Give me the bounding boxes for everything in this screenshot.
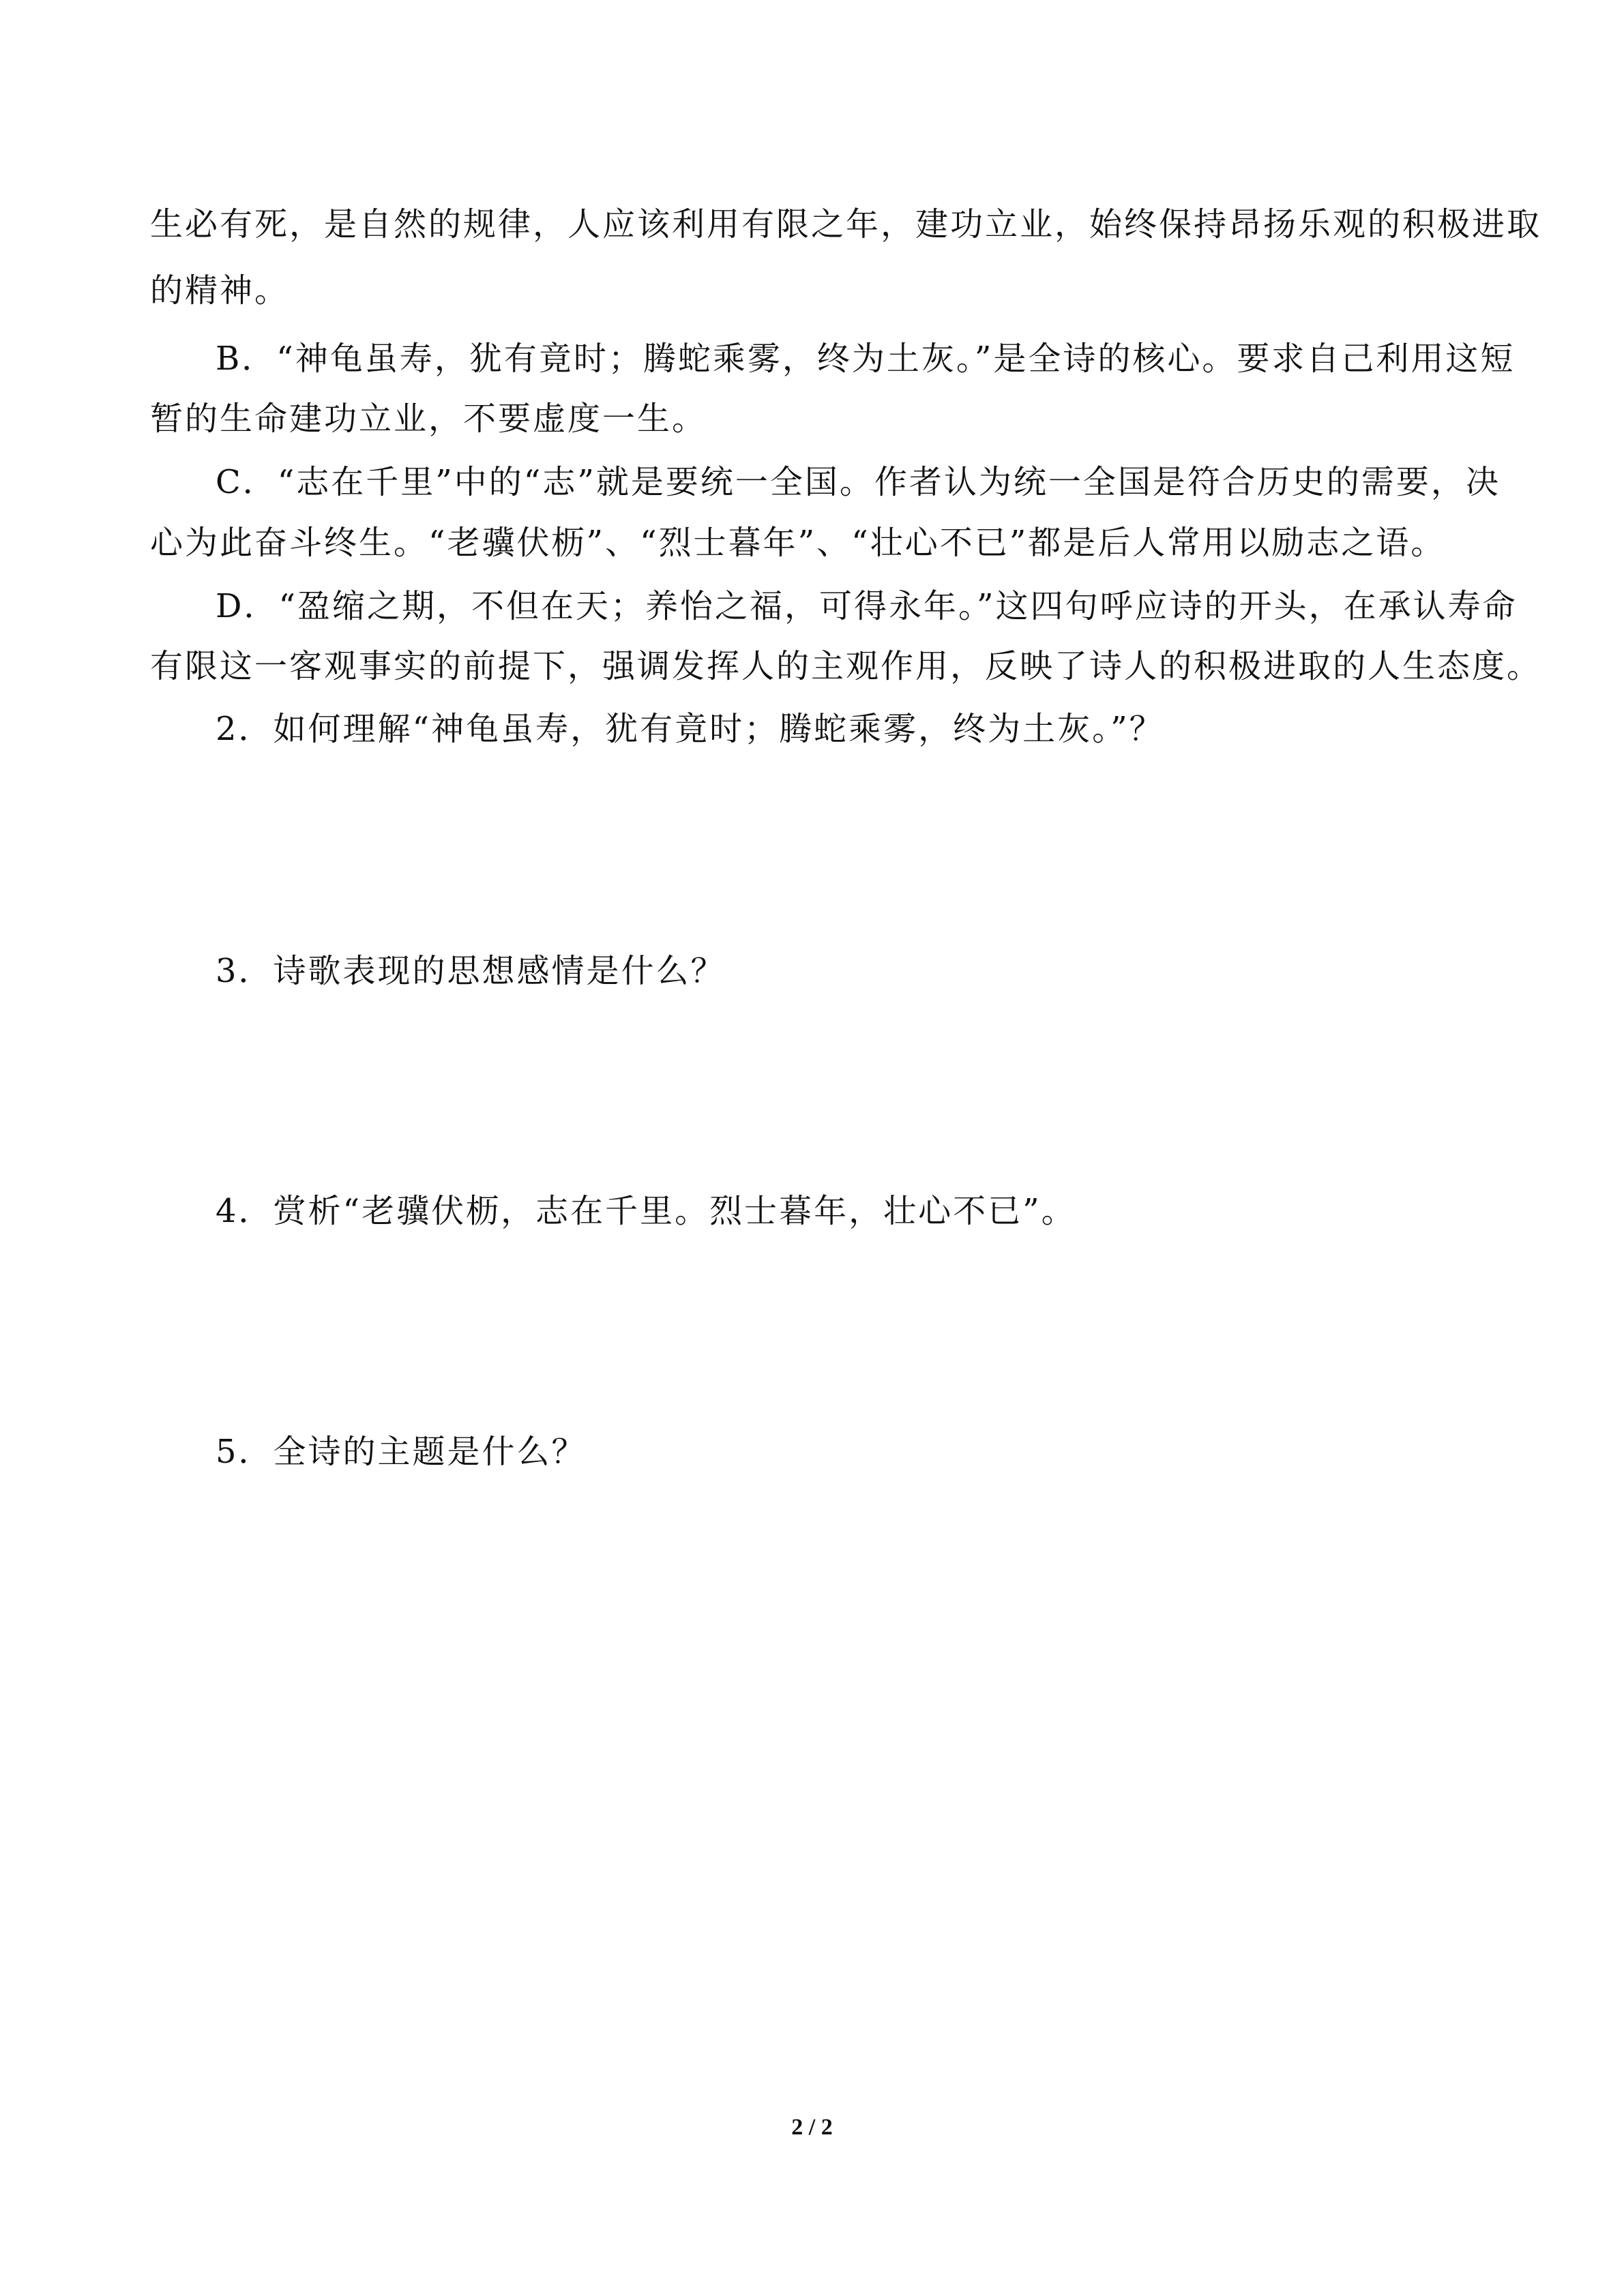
question-3: 3．诗歌表现的思想感情是什么？ [216, 952, 726, 990]
option-d-line-2: 有限这一客观事实的前提下，强调发挥人的主观作用，反映了诗人的积极进取的人生态度。 [150, 647, 1542, 685]
question-5: 5．全诗的主题是什么？ [216, 1433, 587, 1471]
option-c-line-2: 心为此奋斗终生。“老骥伏枥”、“烈士暮年”、“壮心不已”都是后人常用以励志之语。 [150, 524, 1446, 562]
option-c-line-1: C．“志在千里”中的“志”就是要统一全国。作者认为统一全国是符合历史的需要，决 [216, 463, 1501, 501]
option-d-line-1: D．“盈缩之期，不但在天；养怡之福，可得永年。”这四句呼应诗的开头，在承认寿命 [216, 587, 1518, 625]
question-4: 4．赏析“老骥伏枥，志在千里。烈士暮年，壮心不已”。 [216, 1192, 1076, 1230]
option-b-line-2: 暂的生命建功立业，不要虚度一生。 [150, 400, 707, 438]
text-line-continuation-end: 的精神。 [150, 271, 290, 310]
text-line-continuation: 生必有死，是自然的规律，人应该利用有限之年，建功立业，始终保持昂扬乐观的积极进取 [150, 205, 1542, 243]
option-b-line-1: B．“神龟虽寿，犹有竟时；腾蛇乘雾，终为土灰。”是全诗的核心。要求自己利用这短 [216, 340, 1516, 378]
page-number: 2 / 2 [791, 2115, 833, 2140]
question-2: 2．如何理解“神龟虽寿，犹有竟时；腾蛇乘雾，终为土灰。”？ [216, 710, 1164, 748]
